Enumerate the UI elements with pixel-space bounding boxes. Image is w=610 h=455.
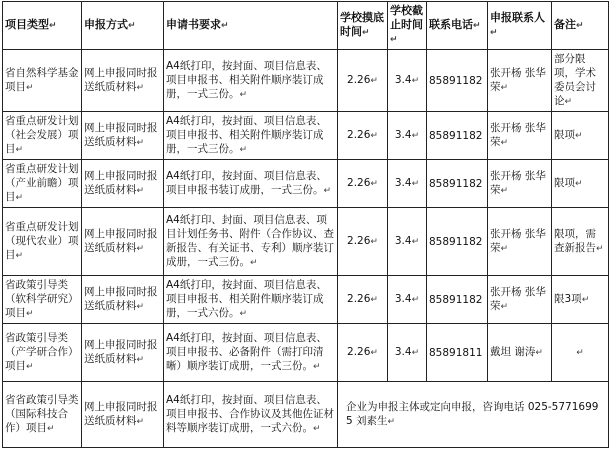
header-contact: 申报联系人↵ — [488, 2, 552, 50]
cell-contact: 张开杨 张华荣↵ — [488, 208, 552, 276]
cell-method: 网上申报同时报送纸质材料↵ — [82, 160, 164, 208]
cell-method: 网上申报同时报送纸质材料↵ — [82, 50, 164, 112]
cell-school-cutoff: 3.4↵ — [388, 276, 427, 324]
table-row — [3, 324, 609, 382]
header-method: 申报方式↵ — [82, 2, 164, 50]
project-table — [2, 1, 609, 448]
table-row — [3, 276, 609, 324]
cell-remarks: 限项↵ — [552, 112, 609, 160]
cell-contact: 张开杨 张华荣↵ — [488, 112, 552, 160]
cell-contact: 戴坦 谢涛↵ — [488, 324, 552, 382]
header-school-cutoff: 学校截止时间↵ — [388, 2, 427, 50]
cell-school-cutoff: 3.4↵ — [388, 50, 427, 112]
cell-school-cutoff: 3.4↵ — [388, 112, 427, 160]
cell-requirements: A4纸打印，按封面、项目信息表、项目申报书、相关附件顺序装订成册，一式六份。↵ — [164, 276, 338, 324]
cell-remarks: 限项↵ — [552, 160, 609, 208]
cell-type: 省政策引导类（软科学研究）项目↵ — [3, 276, 82, 324]
cell-type: 省自然科学基金项目↵ — [3, 50, 82, 112]
cell-requirements: A4纸打印，按封面、项目信息表、项目申报书装订成册，一式三份。↵ — [164, 160, 338, 208]
table-row — [3, 112, 609, 160]
header-remarks: 备注↵ — [552, 2, 609, 50]
cell-type: 省省政策引导类（国际科技合作）项目↵ — [3, 382, 82, 448]
cell-requirements: A4纸打印、封面、项目信息表、项目计划任务书、附件（合作协议、查新报告、有关证书、专利）顺序装订成册，一式三份。↵ — [164, 208, 338, 276]
cell-phone: 85891182 — [427, 112, 488, 160]
table-row — [3, 382, 609, 448]
table-row — [3, 160, 609, 208]
cell-phone: 85891182 — [427, 208, 488, 276]
header-type: 项目类型↵ — [3, 2, 82, 50]
cell-method: 网上申报同时报送纸质材料↵ — [82, 324, 164, 382]
cell-method: 网上申报同时报送纸质材料↵ — [82, 276, 164, 324]
cell-school-cutoff: 3.4↵ — [388, 160, 427, 208]
cell-phone: 85891182 — [427, 160, 488, 208]
cell-school-deadline: 2.26↵ — [338, 324, 388, 382]
table-row — [3, 50, 609, 112]
cell-type: 省重点研发计划（产业前瞻）项目↵ — [3, 160, 82, 208]
cell-method: 网上申报同时报送纸质材料↵ — [82, 382, 164, 448]
cell-note: 企业为申报主体或定向申报，咨询电话 025-57716995 刘素生↵ — [338, 382, 609, 448]
cell-contact: 张开杨 张华荣↵ — [488, 160, 552, 208]
cell-requirements: A4纸打印，按封面、项目信息表、项目申报书、必备附件（需打印清晰）顺序装订成册，一式三份。↵ — [164, 324, 338, 382]
cell-remarks: 限项，需查新报告↵ — [552, 208, 609, 276]
cell-type: 省重点研发计划（社会发展）项目↵ — [3, 112, 82, 160]
header-phone: 联系电话↵ — [427, 2, 488, 50]
cell-school-cutoff: 3.4↵ — [388, 324, 427, 382]
header-school-deadline: 学校摸底时间↵ — [338, 2, 388, 50]
cell-method: 网上申报同时报送纸质材料↵ — [82, 208, 164, 276]
cell-type: 省重点研发计划（现代农业）项目↵ — [3, 208, 82, 276]
cell-school-deadline: 2.26↵ — [338, 112, 388, 160]
cell-school-deadline: 2.26↵ — [338, 276, 388, 324]
cell-requirements: A4纸打印，按封面、项目信息表、项目申报书、相关附件顺序装订成册，一式三份。↵ — [164, 112, 338, 160]
cell-requirements: A4纸打印，按封面、项目信息表、项目申报书、合作协议及其他佐证材料等顺序装订成册，一式六份。↵ — [164, 382, 338, 448]
header-requirements: 申请书要求↵ — [164, 2, 338, 50]
cell-phone: 85891182 — [427, 276, 488, 324]
cell-contact: 张开杨 张华荣↵ — [488, 276, 552, 324]
cell-school-deadline: 2.26↵ — [338, 50, 388, 112]
cell-school-deadline: 2.26↵ — [338, 208, 388, 276]
cell-method: 网上申报同时报送纸质材料↵ — [82, 112, 164, 160]
cell-remarks: 部分限项，学术委员会讨论↵ — [552, 50, 609, 112]
cell-contact: 张开杨 张华荣↵ — [488, 50, 552, 112]
cell-phone: 85891811 — [427, 324, 488, 382]
cell-remarks: 限3项↵ — [552, 276, 609, 324]
cell-school-cutoff: 3.4↵ — [388, 208, 427, 276]
cell-requirements: A4纸打印，按封面、项目信息表、项目申报书、相关附件顺序装订成册，一式三份。↵ — [164, 50, 338, 112]
cell-phone: 85891182 — [427, 50, 488, 112]
header-row — [3, 2, 609, 50]
table-row — [3, 208, 609, 276]
cell-school-deadline: 2.26↵ — [338, 160, 388, 208]
cell-remarks: ↵ — [552, 324, 609, 382]
cell-type: 省政策引导类（产学研合作）项目↵ — [3, 324, 82, 382]
